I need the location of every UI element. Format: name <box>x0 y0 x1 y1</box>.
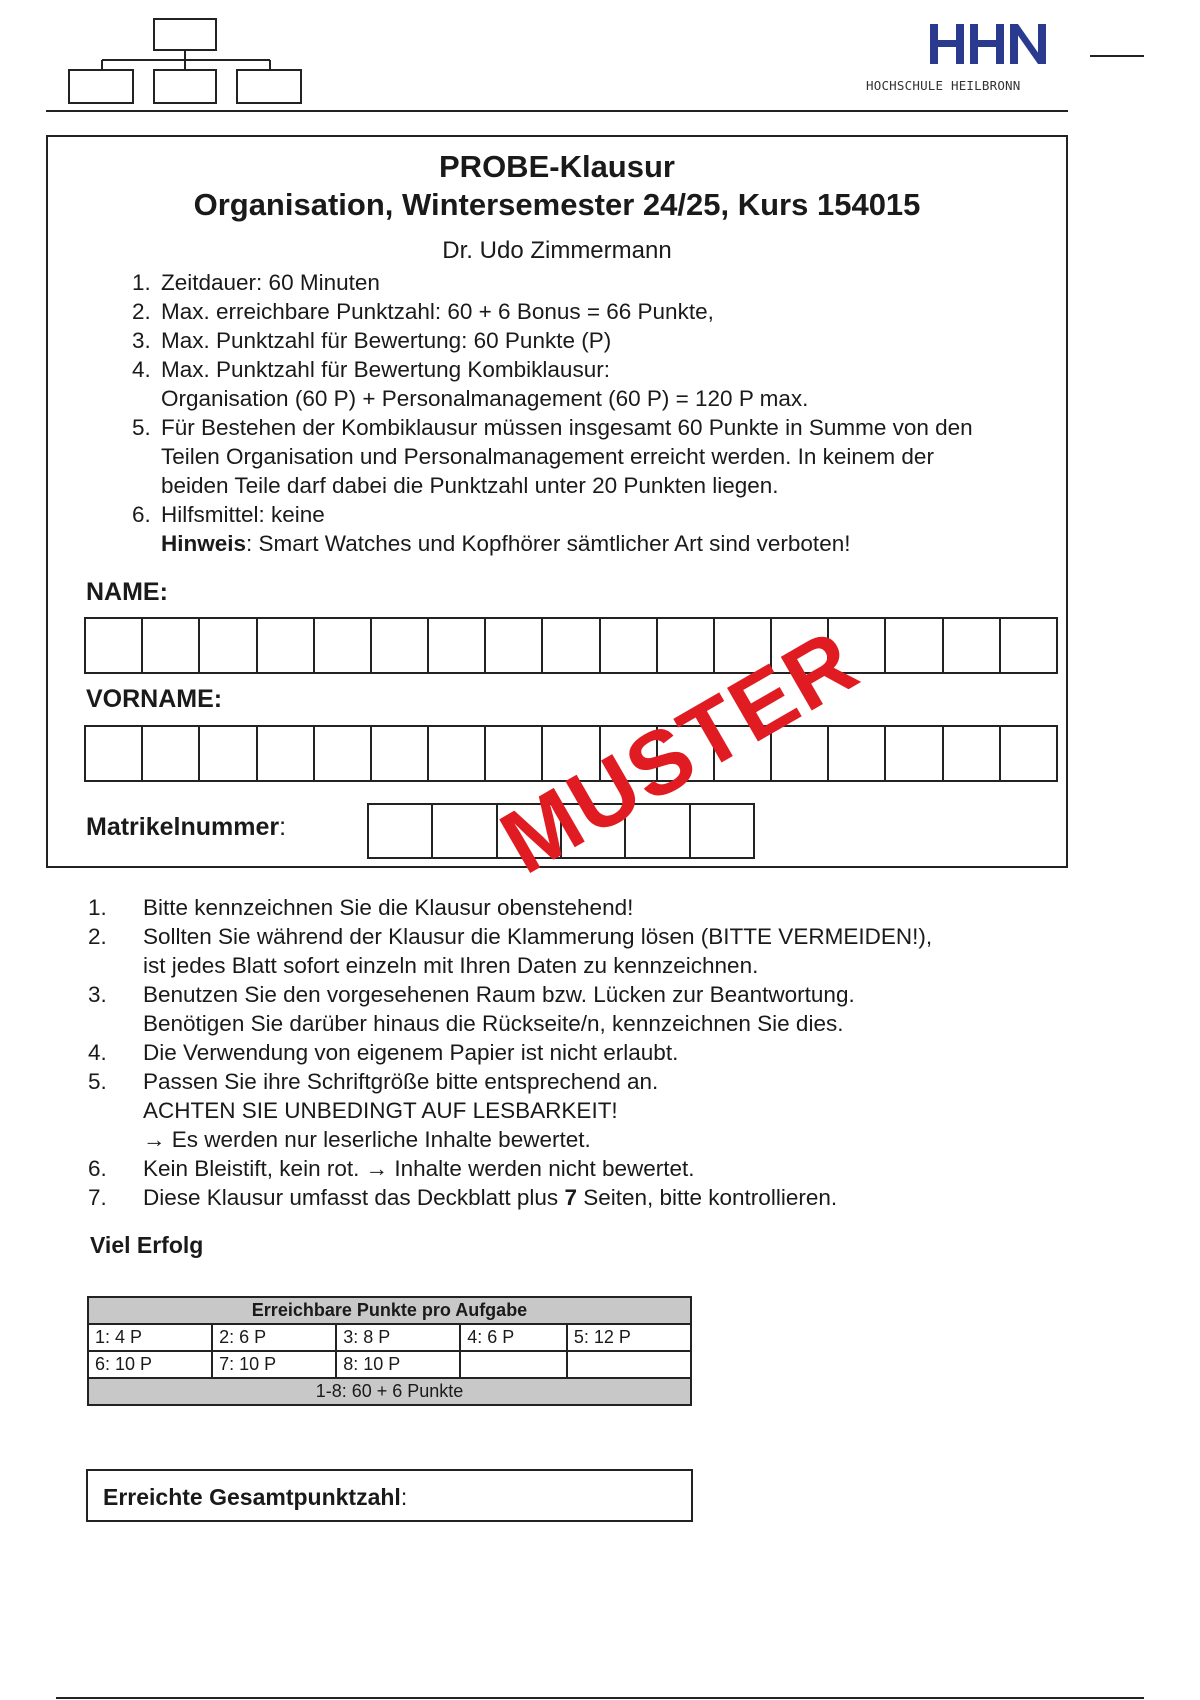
rule-item: 1. Zeitdauer: 60 Minuten <box>132 270 380 295</box>
matrikel-label: Matrikelnummer: <box>86 813 287 841</box>
rule-item: 2. Max. erreichbare Punktzahl: 60 + 6 Bonus = 66 Punkte, <box>132 299 714 324</box>
instruction-item: 6. Kein Bleistift, kein rot. → Inhalte werden nicht bewertet. <box>88 1156 695 1181</box>
instruction-item: 5. Passen Sie ihre Schriftgröße bitte entsprechend an. ACHTEN SIE UNBEDINGT AUF LESBARKEIT! → Es werden nur leserliche Inhalte bewertet. <box>88 1069 659 1152</box>
name-char-box[interactable] <box>315 619 372 672</box>
rule-item: 6. Hilfsmittel: keine Hinweis: Smart Watches und Kopfhörer sämtlicher Art sind verboten! <box>132 500 973 558</box>
table-cell <box>460 1351 567 1378</box>
table-cell: 7: 10 P <box>212 1351 336 1378</box>
muster-stamp: MUSTER <box>485 610 875 894</box>
header-dash <box>1090 55 1144 57</box>
exam-rules-list <box>132 268 973 558</box>
table-footer-row <box>88 1378 691 1405</box>
name-char-box[interactable] <box>886 619 943 672</box>
name-char-box[interactable] <box>944 619 1001 672</box>
table-cell: 4: 6 P <box>460 1324 567 1351</box>
firstname-char-box[interactable] <box>200 727 257 780</box>
name-char-box[interactable] <box>601 619 658 672</box>
name-char-box[interactable] <box>429 619 486 672</box>
table-cell: 1: 4 P <box>88 1324 212 1351</box>
name-label: NAME: <box>86 578 168 606</box>
logo-text: HOCHSCHULE HEILBRONN <box>866 78 1021 93</box>
table-row <box>88 1351 691 1378</box>
matrikel-digit-box[interactable] <box>369 805 433 857</box>
exam-cover-box <box>46 135 1068 868</box>
footer-divider <box>56 1697 1144 1699</box>
instruction-item: 2. Sollten Sie während der Klausur die Klammerung lösen (BITTE VERMEIDEN!), ist jedes Blatt sofort einzeln mit Ihren Daten zu kennzeichnen. <box>88 924 933 978</box>
name-char-box[interactable] <box>543 619 600 672</box>
firstname-char-box[interactable] <box>143 727 200 780</box>
exam-title: PROBE-Klausur <box>439 149 675 184</box>
name-char-box[interactable] <box>258 619 315 672</box>
exam-author: Dr. Udo Zimmermann <box>442 237 672 264</box>
rule-item: 5. Für Bestehen der Kombiklausur müssen insgesamt 60 Punkte in Summe von den Teilen Organisation und Personalmanagement erreicht werden. In keinem der beiden Teile darf dabei die Punktzahl unter 20 Punkten liegen. <box>132 415 973 498</box>
firstname-label: VORNAME: <box>86 685 223 713</box>
table-cell: 8: 10 P <box>336 1351 460 1378</box>
name-input-grid[interactable] <box>84 617 1058 674</box>
table-cell: 6: 10 P <box>88 1351 212 1378</box>
table-cell: 5: 12 P <box>567 1324 691 1351</box>
name-char-box[interactable] <box>658 619 715 672</box>
name-char-box[interactable] <box>143 619 200 672</box>
total-score-label: Erreichte Gesamtpunktzahl: <box>103 1484 408 1510</box>
firstname-char-box[interactable] <box>315 727 372 780</box>
header-divider <box>46 110 1068 112</box>
firstname-char-box[interactable] <box>829 727 886 780</box>
instruction-item: 1. Bitte kennzeichnen Sie die Klausur obenstehend! <box>88 895 634 920</box>
firstname-char-box[interactable] <box>86 727 143 780</box>
exam-subtitle: Organisation, Wintersemester 24/25, Kurs 154015 <box>193 187 921 222</box>
table-footer: 1-8: 60 + 6 Punkte <box>88 1378 691 1405</box>
rule-item: 4. Max. Punktzahl für Bewertung Kombiklausur: Organisation (60 P) + Personalmanagement (60 P) = 120 P max. <box>132 357 809 411</box>
firstname-char-box[interactable] <box>429 727 486 780</box>
org-chart-icon <box>68 18 308 108</box>
table-cell <box>567 1351 691 1378</box>
hhn-logo <box>866 18 1046 98</box>
instruction-item: 7. Diese Klausur umfasst das Deckblatt plus 7 Seiten, bitte kontrollieren. <box>88 1185 838 1210</box>
name-char-box[interactable] <box>1001 619 1058 672</box>
instruction-item: 3. Benutzen Sie den vorgesehenen Raum bzw. Lücken zur Beantwortung. Benötigen Sie darüber hinaus die Rückseite/n, kennzeichnen Sie dies. <box>88 982 855 1036</box>
name-char-box[interactable] <box>200 619 257 672</box>
instruction-item: 4. Die Verwendung von eigenem Papier ist nicht erlaubt. <box>88 1040 679 1065</box>
instructions-list <box>88 893 1048 1212</box>
points-table <box>87 1296 692 1406</box>
firstname-char-box[interactable] <box>372 727 429 780</box>
name-char-box[interactable] <box>372 619 429 672</box>
hint-line: Hinweis: Smart Watches und Kopfhörer sämtlicher Art sind verboten! <box>161 531 851 556</box>
firstname-char-box[interactable] <box>258 727 315 780</box>
rule-item: 3. Max. Punktzahl für Bewertung: 60 Punkte (P) <box>132 328 612 353</box>
table-header: Erreichbare Punkte pro Aufgabe <box>88 1297 691 1324</box>
table-header-row <box>88 1297 691 1324</box>
total-score-box[interactable] <box>86 1469 693 1522</box>
matrikel-digit-box[interactable] <box>691 805 755 857</box>
firstname-char-box[interactable] <box>944 727 1001 780</box>
good-luck-text: Viel Erfolg <box>90 1232 204 1258</box>
firstname-char-box[interactable] <box>1001 727 1058 780</box>
hhn-logo-mark-icon <box>930 22 1046 68</box>
table-cell: 2: 6 P <box>212 1324 336 1351</box>
name-char-box[interactable] <box>86 619 143 672</box>
firstname-char-box[interactable] <box>486 727 543 780</box>
name-char-box[interactable] <box>486 619 543 672</box>
firstname-char-box[interactable] <box>886 727 943 780</box>
table-row <box>88 1324 691 1351</box>
table-cell: 3: 8 P <box>336 1324 460 1351</box>
